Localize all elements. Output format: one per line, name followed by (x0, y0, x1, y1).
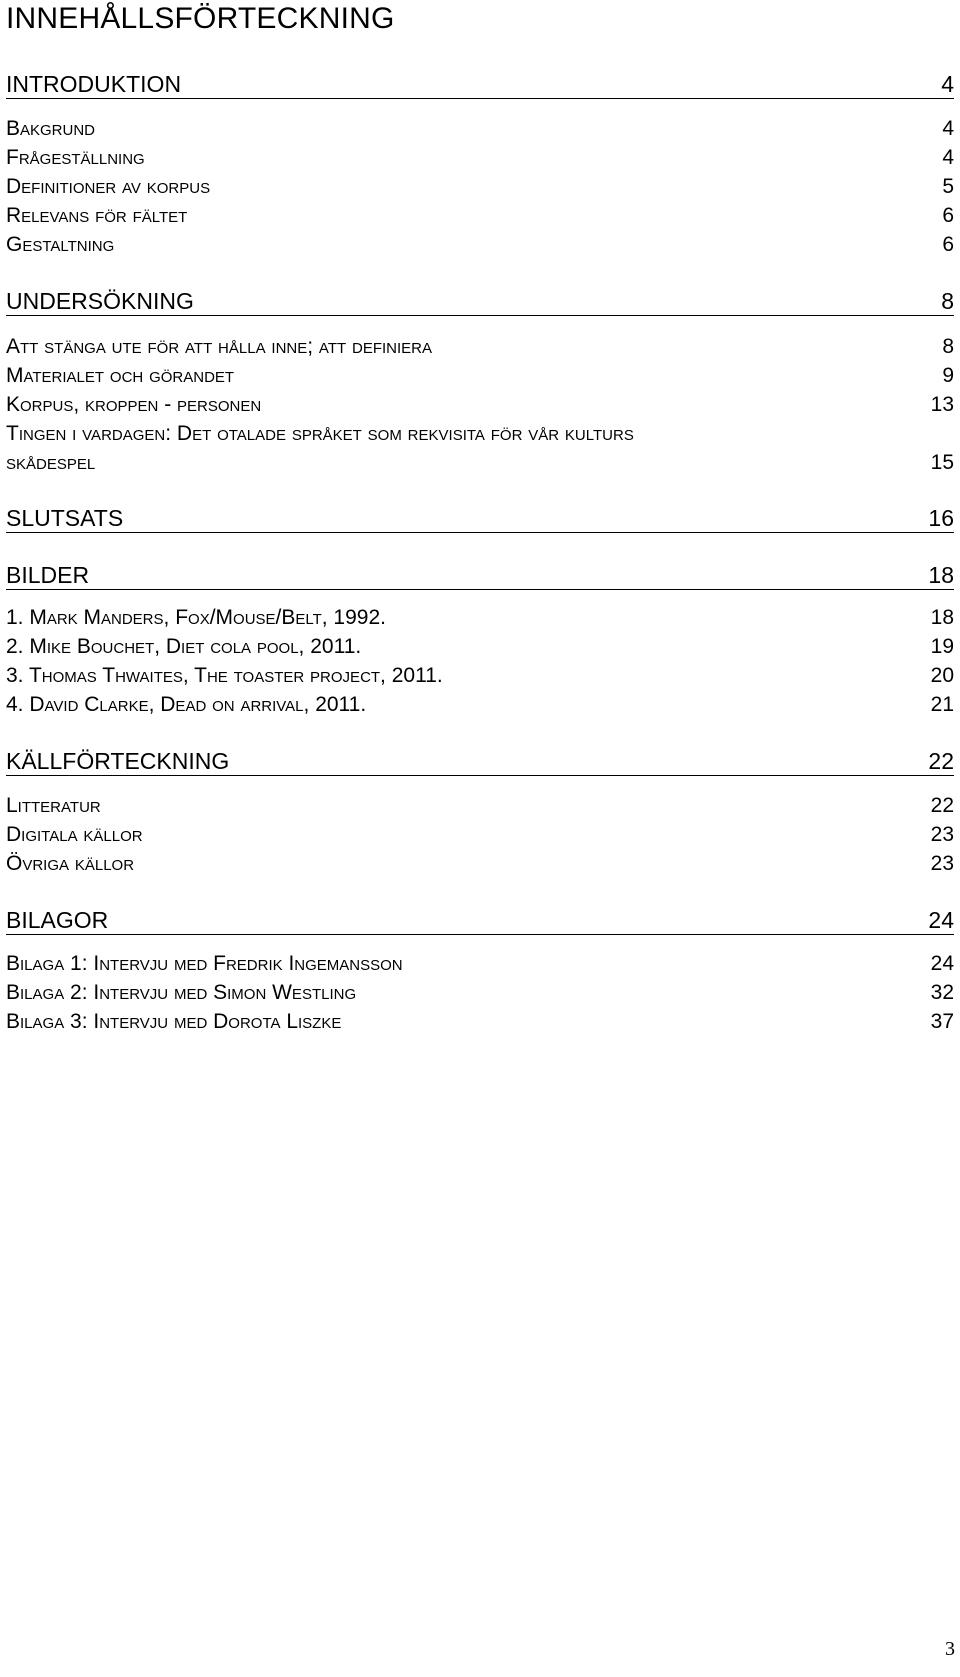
toc-page-number: 6 (942, 204, 954, 227)
toc-entry-bakgrund[interactable] (6, 118, 954, 139)
toc-entry-tingen[interactable] (6, 452, 954, 473)
toc-page-number: 4 (941, 71, 954, 97)
toc-entry-label: Bilaga 1: Intervju med Fredrik Ingemansson (6, 952, 403, 975)
toc-entry-label: Litteratur (6, 794, 101, 817)
toc-entry-ovriga-kallor[interactable] (6, 853, 954, 874)
toc-section-undersokning[interactable] (6, 290, 954, 316)
toc-section-label: SLUTSATS (6, 505, 124, 531)
toc-entry-bilaga-1[interactable] (6, 953, 954, 974)
toc-section-slutsats[interactable] (6, 507, 954, 533)
toc-entry-label: Digitala källor (6, 823, 143, 846)
toc-entry-label: skådespel (6, 451, 96, 474)
toc-page-number: 20 (930, 664, 954, 687)
toc-page-number: 18 (928, 562, 954, 588)
toc-entry-korpus[interactable] (6, 394, 954, 415)
toc-section-bilagor[interactable] (6, 909, 954, 935)
toc-entry-bild-3[interactable] (6, 665, 954, 686)
toc-entry-label: Relevans för fältet (6, 204, 188, 227)
toc-section-bilder[interactable] (6, 564, 954, 590)
toc-page-number: 21 (930, 693, 954, 716)
toc-entry-gestaltning[interactable] (6, 234, 954, 255)
toc-page-number: 8 (941, 288, 954, 314)
toc-page-number: 22 (928, 748, 954, 774)
page-number: 3 (945, 1638, 955, 1660)
page-title: INNEHÅLLSFÖRTECKNING (6, 2, 395, 35)
toc-page-number: 6 (942, 233, 954, 256)
toc-section-label: KÄLLFÖRTECKNING (6, 748, 230, 774)
toc-entry-label: Övriga källor (6, 852, 135, 875)
toc-entry-litteratur[interactable] (6, 795, 954, 816)
toc-entry-bild-2[interactable] (6, 636, 954, 657)
toc-section-introduktion[interactable] (6, 73, 954, 99)
toc-entry-bild-4[interactable] (6, 694, 954, 715)
toc-entry-label: 3. Thomas Thwaites, The toaster project, 2011. (6, 664, 443, 687)
toc-section-label: UNDERSÖKNING (6, 288, 194, 314)
toc-section-label: INTRODUKTION (6, 71, 182, 97)
toc-page-number: 5 (942, 175, 954, 198)
toc-page-number: 24 (928, 907, 954, 933)
toc-entry-label: 1. Mark Manders, Fox/Mouse/Belt, 1992. (6, 606, 386, 629)
toc-entry-digitala-kallor[interactable] (6, 824, 954, 845)
toc-section-kallforteckning[interactable] (6, 750, 954, 776)
toc-entry-label: Bilaga 2: Intervju med Simon Westling (6, 981, 357, 1004)
toc-entry-label: Gestaltning (6, 233, 115, 256)
toc-section-label: BILAGOR (6, 907, 109, 933)
toc-entry-definitioner[interactable] (6, 176, 954, 197)
toc-entry-relevans[interactable] (6, 205, 954, 226)
toc-page-number: 18 (930, 606, 954, 629)
toc-page-number: 37 (930, 1010, 954, 1033)
toc-entry-label: 4. David Clarke, Dead on arrival, 2011. (6, 693, 367, 716)
toc-page-number: 19 (930, 635, 954, 658)
toc-entry-att-stanga[interactable] (6, 336, 954, 357)
toc-page-number: 4 (942, 146, 954, 169)
toc-page-number: 23 (930, 823, 954, 846)
toc-page-number: 9 (942, 364, 954, 387)
toc-entry-label: Att stänga ute för att hålla inne; att definiera (6, 335, 432, 358)
toc-page-number: 24 (930, 952, 954, 975)
toc-entry-label: Frågeställning (6, 146, 145, 169)
toc-page-number: 23 (930, 852, 954, 875)
toc-entry-bild-1[interactable] (6, 607, 954, 628)
toc-section-label: BILDER (6, 562, 90, 588)
toc-entry-label: Korpus, kroppen - personen (6, 393, 262, 416)
toc-entry-label: Materialet och görandet (6, 364, 235, 387)
toc-page-number: 32 (930, 981, 954, 1004)
toc-page-number: 15 (930, 451, 954, 474)
toc-page-number: 16 (928, 505, 954, 531)
toc-page-number: 8 (942, 335, 954, 358)
toc-entry-label: 2. Mike Bouchet, Diet cola pool, 2011. (6, 635, 362, 658)
toc-page-number: 4 (942, 117, 954, 140)
toc-entry-label: Bakgrund (6, 117, 96, 140)
toc-entry-tingen-line1[interactable]: Tingen i vardagen: Det otalade språket som rekvisita för vår kulturs (6, 422, 634, 445)
toc-entry-label: Bilaga 3: Intervju med Dorota Liszke (6, 1010, 342, 1033)
toc-entry-materialet[interactable] (6, 365, 954, 386)
toc-entry-label: Definitioner av korpus (6, 175, 211, 198)
toc-entry-fragestallning[interactable] (6, 147, 954, 168)
toc-entry-bilaga-2[interactable] (6, 982, 954, 1003)
toc-entry-bilaga-3[interactable] (6, 1011, 954, 1032)
toc-page-number: 22 (930, 794, 954, 817)
toc-page-number: 13 (930, 393, 954, 416)
